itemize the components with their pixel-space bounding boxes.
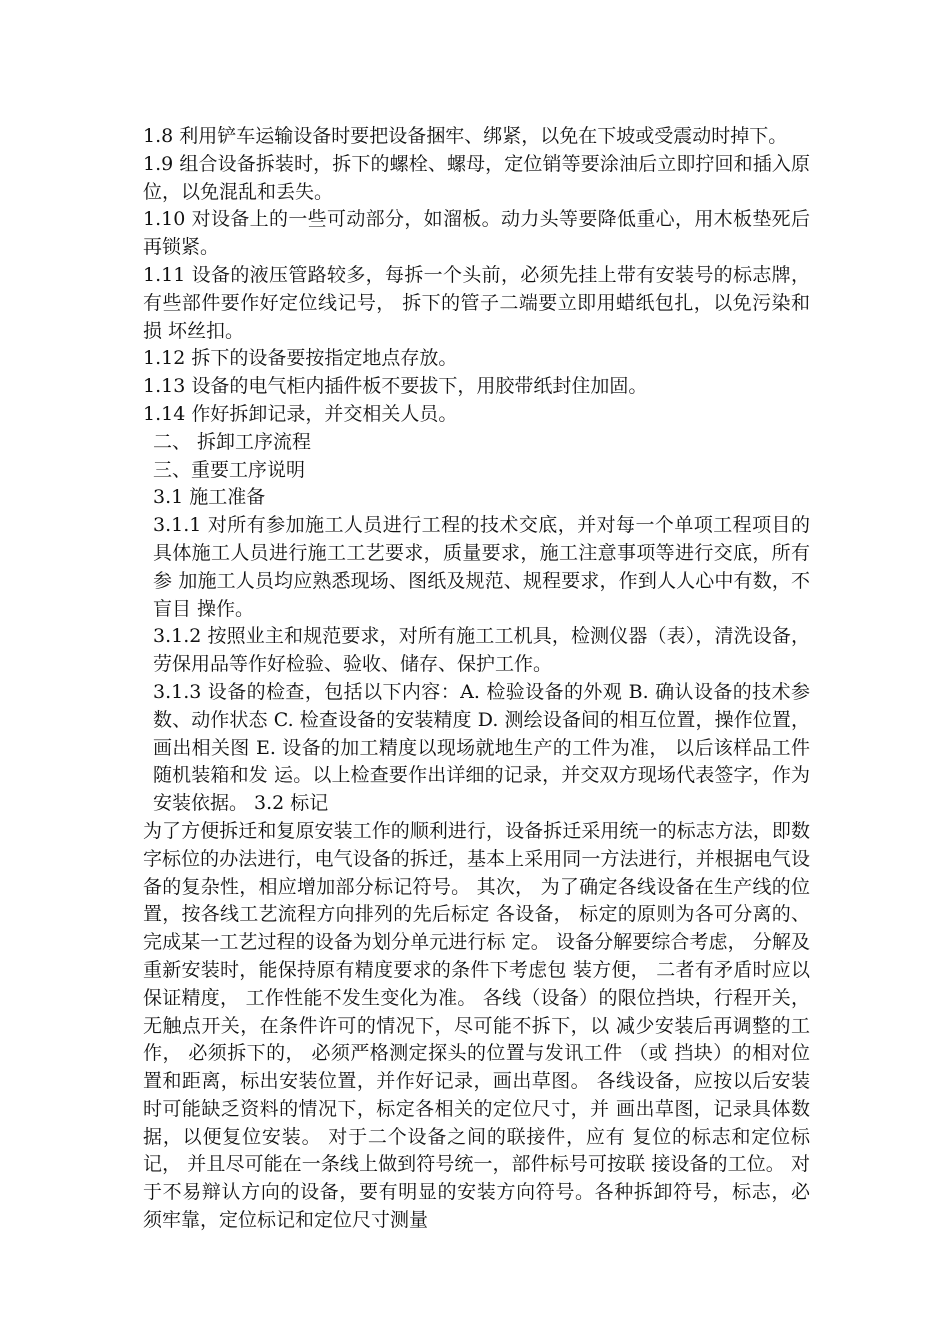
clause-3-1-2: 3.1.2 按照业主和规范要求，对所有施工工机具，检测仪器（表），清洗设备， 劳保用品等作好检验、验收、储存、保护工作。 — [153, 625, 810, 676]
clause-1-11: 1.11 设备的液压管路较多，每拆一个头前，必须先挂上带有安装号的标志牌， 有些部件要作好定位线记号， 拆下的管子二端要立即用蜡纸包扎，以免污染和损 坏丝扣。 — [143, 263, 810, 342]
document-page — [143, 123, 810, 1235]
marking-body-paragraph: 为了方便拆迁和复原安装工作的顺利进行，设备拆迁采用统一的标志方法，即数 字标位的办法进行，电气设备的拆迁，基本上采用同一方法进行，并根据电气设 备的复杂性，相应增加部分标记符号。 其次， 为了确定各线设备在生产线的位置，按各线工艺流程方向排列的先后标定 各设备， 标定的原则为各可分离的、完成某一工艺过程的设备为划分单元进行标 定。 设备分解要综合考虑， 分解及重新安装时，能保持原有精度要求的条件下考虑包 装方便， 二者有矛盾时应以保证精度， 工作性能不发生变化为准。 各线（设备）的限位挡块，行程开关，无触点开关，在条件许可的情况下，尽可能不拆下，以 减少安装后再调整的工作， 必须拆下的， 必须严格测定探头的位置与发讯工件 （或 挡块）的相对位置和距离，标出安装位置，并作好记录，画出草图。 各线设备，应按以后安装时可能缺乏资料的情况下，标定各相关的定位尺寸，并 画出草图，记录具体数据，以便复位安装。 对于二个设备之间的联接件，应有 复位的标志和定位标记， 并且尽可能在一条线上做到符号统一，部件标号可按联 接设备的工位。 对于不易辩认方向的设备，要有明显的安装方向符号。各种拆卸符号，标志，必 须牢靠，定位标记和定位尺寸测量 — [143, 819, 810, 1232]
subsection-heading-3-1: 3.1 施工准备 — [153, 486, 266, 509]
clause-1-9: 1.9 组合设备拆装时，拆下的螺栓、螺母，定位销等要涂油后立即拧回和插入原 位，以免混乱和丢失。 — [143, 152, 810, 203]
section-heading-2: 二、 拆卸工序流程 — [153, 430, 312, 453]
clause-3-1-3: 3.1.3 设备的检查，包括以下内容：A. 检验设备的外观 B. 确认设备的技术参数、动作状态 C. 检查设备的安装精度 D. 测绘设备间的相互位置，操作位置，画出相关图 E. 设备的加工精度以现场就地生产的工件为准， 以后该样品工件随机装箱和发 运。以上检查要作出详细的记录，并交双方现场代表签字，作为安装依据。 3.2 标记 — [153, 680, 810, 815]
clause-1-12: 1.12 拆下的设备要按指定地点存放。 — [143, 347, 458, 370]
clause-3-1-1: 3.1.1 对所有参加施工人员进行工程的技术交底，并对每一个单项工程项目的 具体施工人员进行施工工艺要求，质量要求，施工注意事项等进行交底，所有参 加施工人员均应熟悉现场、图纸及规范、规程要求，作到人人心中有数，不盲目 操作。 — [153, 514, 810, 620]
clause-1-10: 1.10 对设备上的一些可动部分，如溜板。动力头等要降低重心，用木板垫死后 再锁紧。 — [143, 208, 810, 259]
section-heading-3: 三、重要工序说明 — [153, 458, 306, 481]
clause-1-13: 1.13 设备的电气柜内插件板不要拔下，用胶带纸封住加固。 — [143, 375, 648, 398]
clause-1-14: 1.14 作好拆卸记录，并交相关人员。 — [143, 402, 458, 425]
clause-1-8: 1.8 利用铲车运输设备时要把设备捆牢、绑紧，以免在下坡或受震动时掉下。 — [143, 125, 788, 147]
